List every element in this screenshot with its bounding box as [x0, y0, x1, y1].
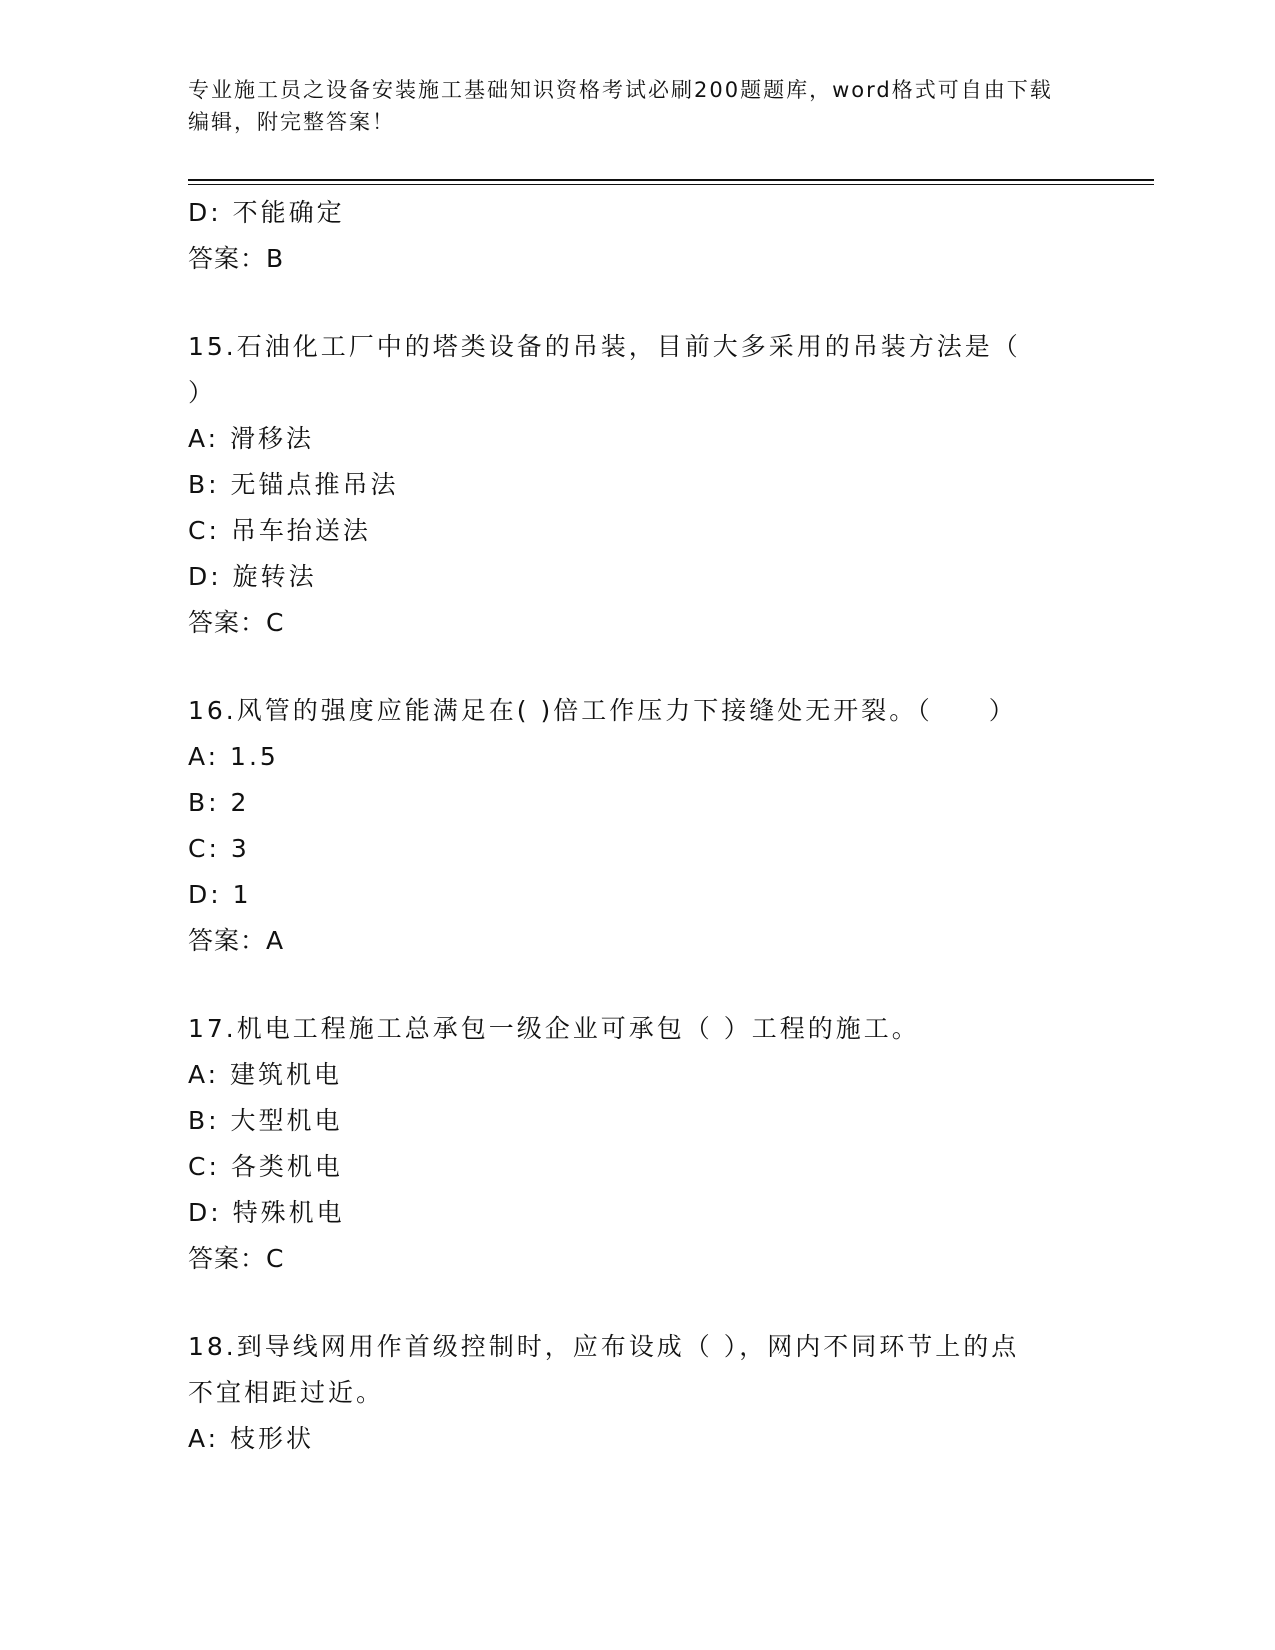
answer: 答案：C	[188, 1244, 285, 1273]
option-b: B: 大型机电	[188, 1106, 343, 1135]
answer: 答案：C	[188, 608, 285, 637]
option-a: A: 建筑机电	[188, 1060, 343, 1089]
question-17	[188, 1006, 1088, 1282]
question-stem: 17.机电工程施工总承包一级企业可承包（ ）工程的施工。	[188, 1014, 920, 1043]
header-divider-thin	[188, 184, 1154, 185]
option-d: D: 旋转法	[188, 562, 317, 591]
option-c: C: 3	[188, 834, 250, 863]
answer: 答案：B	[188, 244, 285, 273]
page-header: 专业施工员之设备安装施工基础知识资格考试必刷200题题库，word格式可自由下载编辑，附完整答案！	[188, 78, 1053, 134]
option-c: C: 吊车抬送法	[188, 516, 371, 545]
question-stem: 18.到导线网用作首级控制时，应布设成（ ），网内不同环节上的点	[188, 1332, 1020, 1361]
header-divider-thick	[188, 179, 1154, 181]
option-a: A: 枝形状	[188, 1424, 315, 1453]
question-stem-continued: 不宜相距过近。	[188, 1378, 385, 1407]
option-a: A: 滑移法	[188, 424, 315, 453]
question-14	[188, 190, 1088, 282]
option-d: D: 特殊机电	[188, 1198, 345, 1227]
option-d: D: 1	[188, 880, 252, 909]
question-stem: 16.风管的强度应能满足在( )倍工作压力下接缝处无开裂。（ ）	[188, 696, 1017, 725]
option-a: A: 1.5	[188, 742, 279, 771]
question-16	[188, 688, 1088, 964]
option-b: B: 2	[188, 788, 250, 817]
option-d: D: 不能确定	[188, 198, 345, 227]
question-stem: 15.石油化工厂中的塔类设备的吊装，目前大多采用的吊装方法是（	[188, 332, 1021, 361]
option-b: B: 无锚点推吊法	[188, 470, 399, 499]
answer: 答案：A	[188, 926, 285, 955]
question-list	[188, 190, 1088, 1462]
question-18	[188, 1324, 1088, 1462]
question-stem-continued: ）	[188, 378, 217, 407]
option-c: C: 各类机电	[188, 1152, 343, 1181]
question-15	[188, 324, 1088, 646]
